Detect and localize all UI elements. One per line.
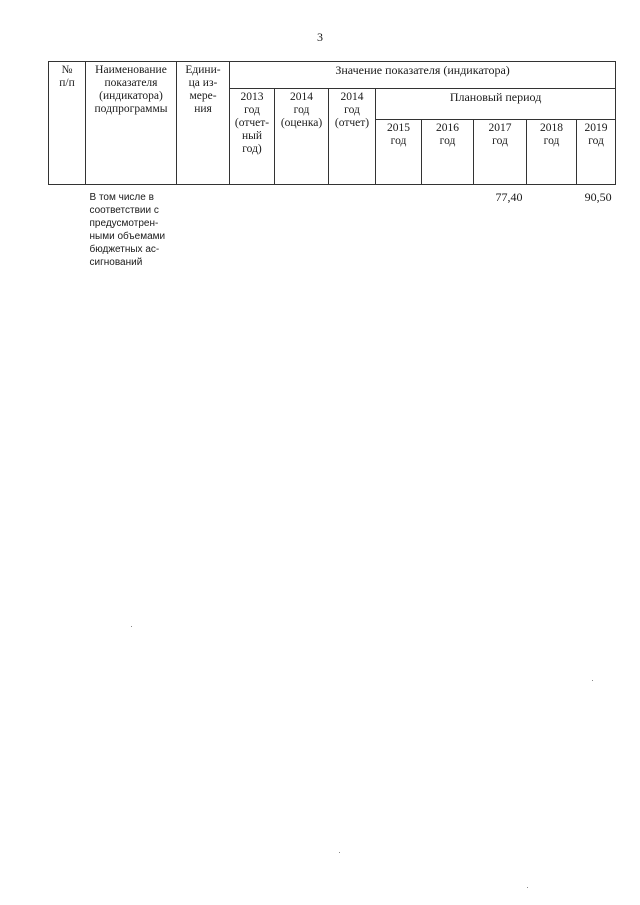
header-year-2015: 2015 год xyxy=(376,120,422,185)
scan-speck xyxy=(527,887,528,888)
cell-2017: 77,40 xyxy=(495,190,523,204)
header-unit: Едини- ца из- мере- ния xyxy=(177,62,230,185)
cell-2014-estimate xyxy=(275,185,329,272)
header-year-2018: 2018 год xyxy=(527,120,577,185)
cell-2016 xyxy=(422,185,474,272)
header-year-2019: 2019 год xyxy=(577,120,616,185)
header-year-2017: 2017 год xyxy=(474,120,527,185)
header-year-2016: 2016 год xyxy=(422,120,474,185)
cell-indicator-name: В том числе в соответствии с предусмотрен- ными объемами бюджетных ас- сигнований xyxy=(89,192,166,268)
header-num: № п/п xyxy=(49,62,86,185)
cell-2013 xyxy=(230,185,275,272)
scan-speck xyxy=(592,680,593,681)
page-number: 3 xyxy=(317,30,323,44)
cell-num xyxy=(49,185,86,272)
table-row xyxy=(49,185,616,272)
header-value-group: Значение показателя (индикатора) xyxy=(230,62,616,89)
cell-2014-report xyxy=(329,185,376,272)
cell-2019: 90,50 xyxy=(584,190,612,204)
header-name: Наименование показателя (индикатора) подпрограммы xyxy=(86,62,177,185)
header-year-2013: 2013 год (отчет- ный год) xyxy=(230,89,275,185)
cell-2015 xyxy=(376,185,422,272)
scan-speck xyxy=(131,626,132,627)
header-year-2014-estimate: 2014 год (оценка) xyxy=(275,89,329,185)
scan-speck xyxy=(339,852,340,853)
cell-2018 xyxy=(527,185,577,272)
header-year-2014-report: 2014 год (отчет) xyxy=(329,89,376,185)
cell-unit xyxy=(177,185,230,272)
header-plan-period: Плановый период xyxy=(376,89,616,120)
indicator-table xyxy=(48,61,616,271)
